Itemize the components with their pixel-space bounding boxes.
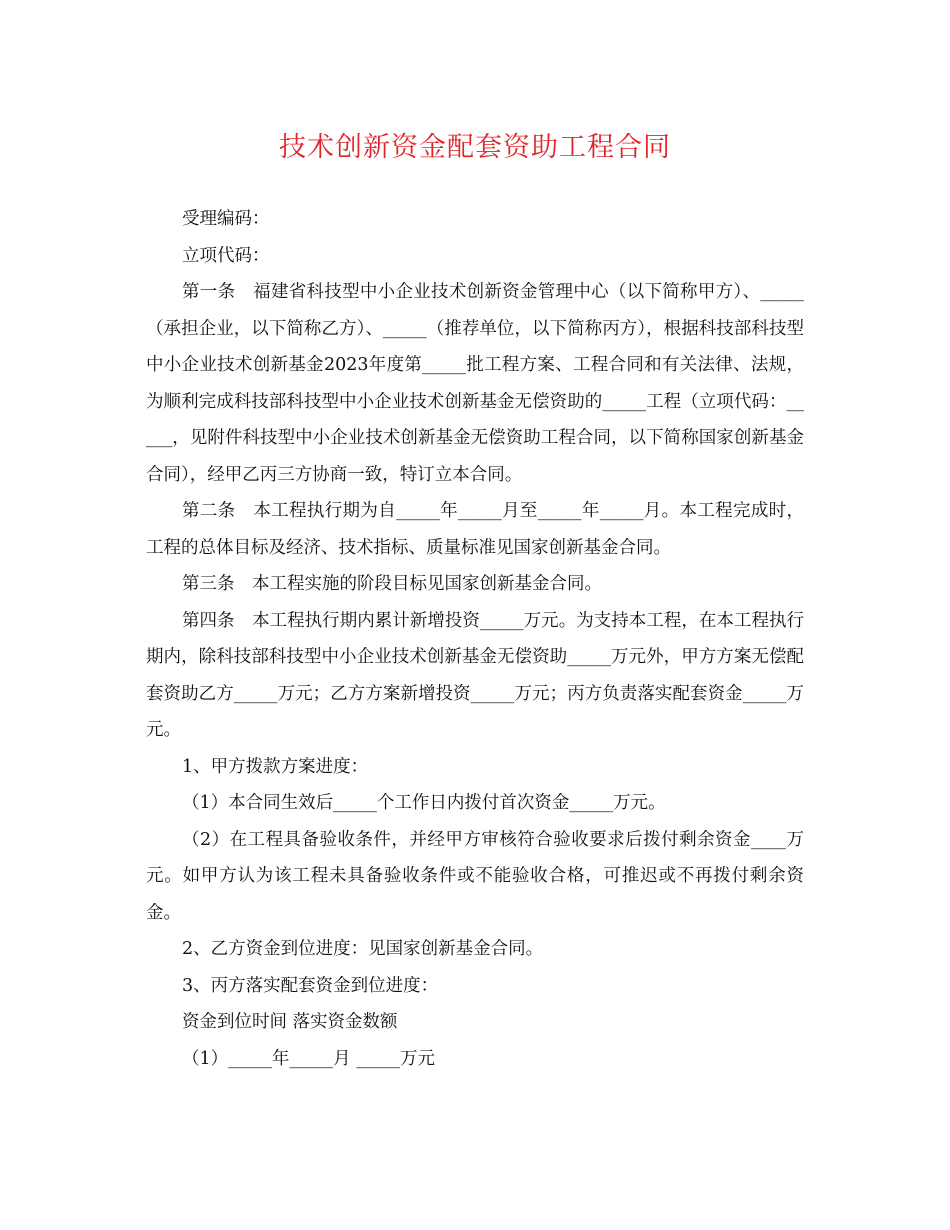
page-title: 技术创新资金配套资助工程合同 — [279, 132, 671, 163]
paragraph-project-code: 立项代码： — [182, 245, 270, 266]
paragraph-acceptance-code: 受理编码： — [182, 209, 270, 229]
paragraph-article-4: 第四条 本工程执行期内累计新增投资_____万元。为支持本工程，在本工程执行期内，除科技部科技型中小企业技术创新基金无偿资助_____万元外，甲方方案无偿配套资助乙方_____万元；乙方方案新增投资_____万元；丙方负责落实配套资金_____万元。 — [146, 610, 804, 740]
paragraph-subitem-1: （1）本合同生效后_____个工作日内拨付首次资金_____万元。 — [182, 793, 666, 813]
paragraph-item-3: 3、丙方落实配套资金到位进度： — [182, 975, 439, 996]
paragraph-item-1: 1、甲方拨款方案进度： — [182, 756, 369, 777]
paragraph-table-header: 资金到位时间 落实资金数额 — [182, 1012, 398, 1032]
paragraph-article-3: 第三条 本工程实施的阶段目标见国家创新基金合同。 — [182, 574, 602, 594]
paragraph-article-1: 第一条 福建省科技型中小企业技术创新资金管理中心（以下简称甲方）、_____（承担企业，以下简称乙方）、_____（推荐单位，以下简称丙方），根据科技部科技型中小企业技术创新基金2023年度第_____批工程方案、工程合同和有关法律、法规，为顺利完成科技部科技型中小企业技术创新基金无偿资助的_____工程（立项代码：_____，见附件科技型中小企业技术创新基金无偿资助工程合同，以下简称国家创新基金合同），经甲乙丙三方协商一致，特订立本合同。 — [146, 282, 804, 485]
paragraph-subitem-2: （2）在工程具备验收条件，并经甲方审核符合验收要求后拨付剩余资金____万元。如甲方认为该工程未具备验收条件或不能验收合格，可推迟或不再拨付剩余资金。 — [146, 829, 804, 923]
paragraph-table-row-1: （1）_____年_____月 _____万元 — [182, 1048, 435, 1069]
document-body — [146, 201, 804, 1077]
paragraph-article-2: 第二条 本工程执行期为自_____年_____月至_____年_____月。本工程完成时，工程的总体目标及经济、技术指标、质量标准见国家创新基金合同。 — [146, 501, 804, 558]
paragraph-item-2: 2、乙方资金到位进度：见国家创新基金合同。 — [182, 939, 544, 959]
